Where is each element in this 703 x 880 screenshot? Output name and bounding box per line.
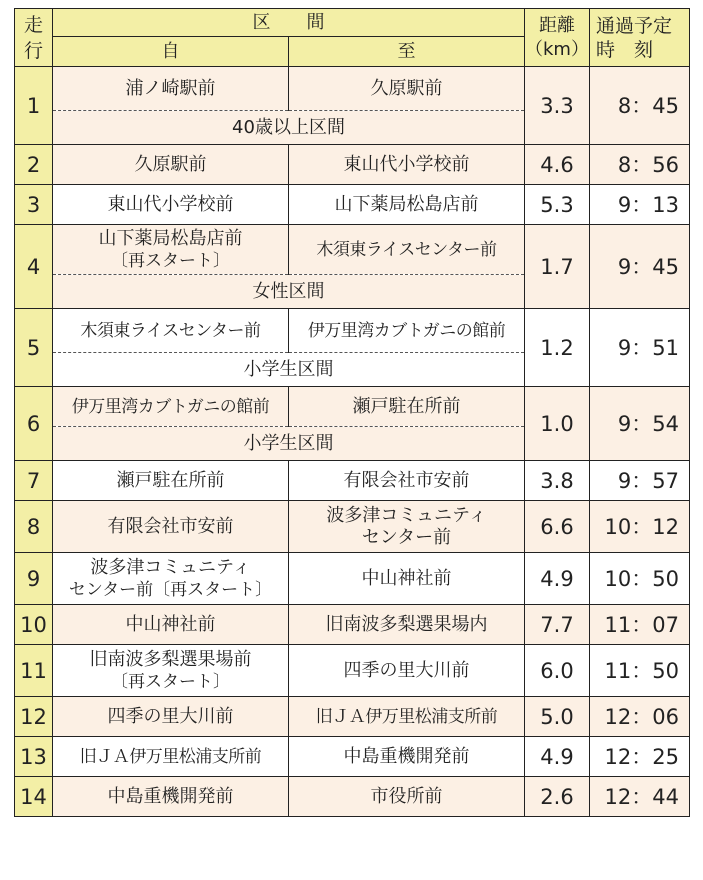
time-cell: 8：56 [589, 145, 689, 185]
to-cell: 山下薬局松島店前 [289, 185, 525, 225]
run-number: 3 [15, 185, 53, 225]
from-cell [53, 225, 289, 275]
run-number: 14 [15, 777, 53, 817]
distance-cell: 4.6 [525, 145, 590, 185]
to-cell: 東山代小学校前 [289, 145, 525, 185]
to-header: 至 [289, 37, 525, 67]
from-cell-line: 〔再スタート〕 [111, 250, 230, 271]
time-cell: 9：51 [589, 309, 689, 387]
relay-table [14, 8, 690, 817]
distance-cell: 5.0 [525, 697, 590, 737]
distance-cell: 6.0 [525, 645, 590, 697]
to-cell: 中島重機開発前 [289, 737, 525, 777]
to-cell-line: 波多津コミュニティ [326, 504, 487, 526]
time-cell: 10：12 [589, 501, 689, 553]
table-row [15, 67, 690, 111]
table-row [15, 605, 690, 645]
time-cell: 12：06 [589, 697, 689, 737]
from-cell [53, 645, 289, 697]
to-cell: 久原駅前 [289, 67, 525, 111]
from-cell-line: 波多津コミュニティ [90, 556, 251, 578]
table-row [15, 461, 690, 501]
run-number: 6 [15, 387, 53, 461]
distance-cell: 1.7 [525, 225, 590, 309]
run-number: 4 [15, 225, 53, 309]
to-cell: 瀬戸駐在所前 [289, 387, 525, 427]
time-cell: 12：44 [589, 777, 689, 817]
table-row [15, 501, 690, 553]
section-note: 女性区間 [53, 275, 525, 309]
to-cell [289, 501, 525, 553]
time-cell: 9：57 [589, 461, 689, 501]
from-cell-line: 山下薬局松島店前 [98, 227, 243, 249]
to-cell: 旧南波多梨選果場内 [289, 605, 525, 645]
from-cell: 瀬戸駐在所前 [53, 461, 289, 501]
from-cell: 四季の里大川前 [53, 697, 289, 737]
from-cell-line: 旧南波多梨選果場前 [89, 648, 252, 670]
section-note: 40歳以上区間 [53, 111, 525, 145]
time-header [589, 9, 689, 67]
from-header: 自 [53, 37, 289, 67]
table-row [15, 777, 690, 817]
from-cell-line: 〔再スタート〕 [111, 671, 230, 692]
table-row [15, 387, 690, 427]
run-number: 1 [15, 67, 53, 145]
time-cell: 9：45 [589, 225, 689, 309]
run-header: 走行 [15, 9, 53, 67]
from-cell: 久原駅前 [53, 145, 289, 185]
section-header: 区 間 [53, 9, 525, 37]
time-cell: 10：50 [589, 553, 689, 605]
to-cell: 伊万里湾カブトガニの館前 [289, 309, 525, 353]
distance-header-unit: （km） [525, 38, 589, 60]
time-cell: 9：54 [589, 387, 689, 461]
table-row [15, 309, 690, 353]
section-note: 小学生区間 [53, 353, 525, 387]
from-cell: 中島重機開発前 [53, 777, 289, 817]
to-cell: 市役所前 [289, 777, 525, 817]
to-cell-line: センター前 [361, 526, 452, 548]
distance-cell: 7.7 [525, 605, 590, 645]
run-number: 9 [15, 553, 53, 605]
from-cell [53, 553, 289, 605]
time-header-line: 通過予定 [595, 14, 672, 37]
distance-cell: 1.2 [525, 309, 590, 387]
table-row [15, 145, 690, 185]
run-number: 13 [15, 737, 53, 777]
from-cell: 伊万里湾カブトガニの館前 [53, 387, 289, 427]
table-row [15, 645, 690, 697]
to-cell: 有限会社市安前 [289, 461, 525, 501]
time-cell: 9：13 [589, 185, 689, 225]
distance-cell: 5.3 [525, 185, 590, 225]
time-header-line2: 時 刻 [595, 38, 653, 61]
run-number: 12 [15, 697, 53, 737]
from-cell: 東山代小学校前 [53, 185, 289, 225]
relay-schedule [14, 8, 690, 817]
table-row [15, 185, 690, 225]
distance-cell: 3.3 [525, 67, 590, 145]
distance-cell: 2.6 [525, 777, 590, 817]
table-row [15, 553, 690, 605]
distance-cell: 3.8 [525, 461, 590, 501]
distance-cell: 1.0 [525, 387, 590, 461]
distance-cell: 4.9 [525, 737, 590, 777]
run-number: 11 [15, 645, 53, 697]
distance-cell: 4.9 [525, 553, 590, 605]
table-row [15, 737, 690, 777]
from-cell: 中山神社前 [53, 605, 289, 645]
run-number: 8 [15, 501, 53, 553]
time-cell: 11：50 [589, 645, 689, 697]
to-cell: 旧ＪＡ伊万里松浦支所前 [289, 697, 525, 737]
from-cell: 浦ノ崎駅前 [53, 67, 289, 111]
from-cell: 有限会社市安前 [53, 501, 289, 553]
run-number: 10 [15, 605, 53, 645]
distance-header-line: 距離 [538, 14, 575, 36]
to-cell: 中山神社前 [289, 553, 525, 605]
table-row [15, 225, 690, 275]
from-cell-line: センター前〔再スタート〕 [68, 579, 273, 600]
to-cell: 木須東ライスセンター前 [289, 225, 525, 275]
table-row [15, 697, 690, 737]
time-cell: 12：25 [589, 737, 689, 777]
time-cell: 11：07 [589, 605, 689, 645]
from-cell: 旧ＪＡ伊万里松浦支所前 [53, 737, 289, 777]
time-cell: 8：45 [589, 67, 689, 145]
run-number: 5 [15, 309, 53, 387]
table-body [15, 67, 690, 817]
section-note: 小学生区間 [53, 427, 525, 461]
from-cell: 木須東ライスセンター前 [53, 309, 289, 353]
run-number: 7 [15, 461, 53, 501]
distance-cell: 6.6 [525, 501, 590, 553]
run-number: 2 [15, 145, 53, 185]
to-cell: 四季の里大川前 [289, 645, 525, 697]
distance-header [525, 9, 590, 67]
